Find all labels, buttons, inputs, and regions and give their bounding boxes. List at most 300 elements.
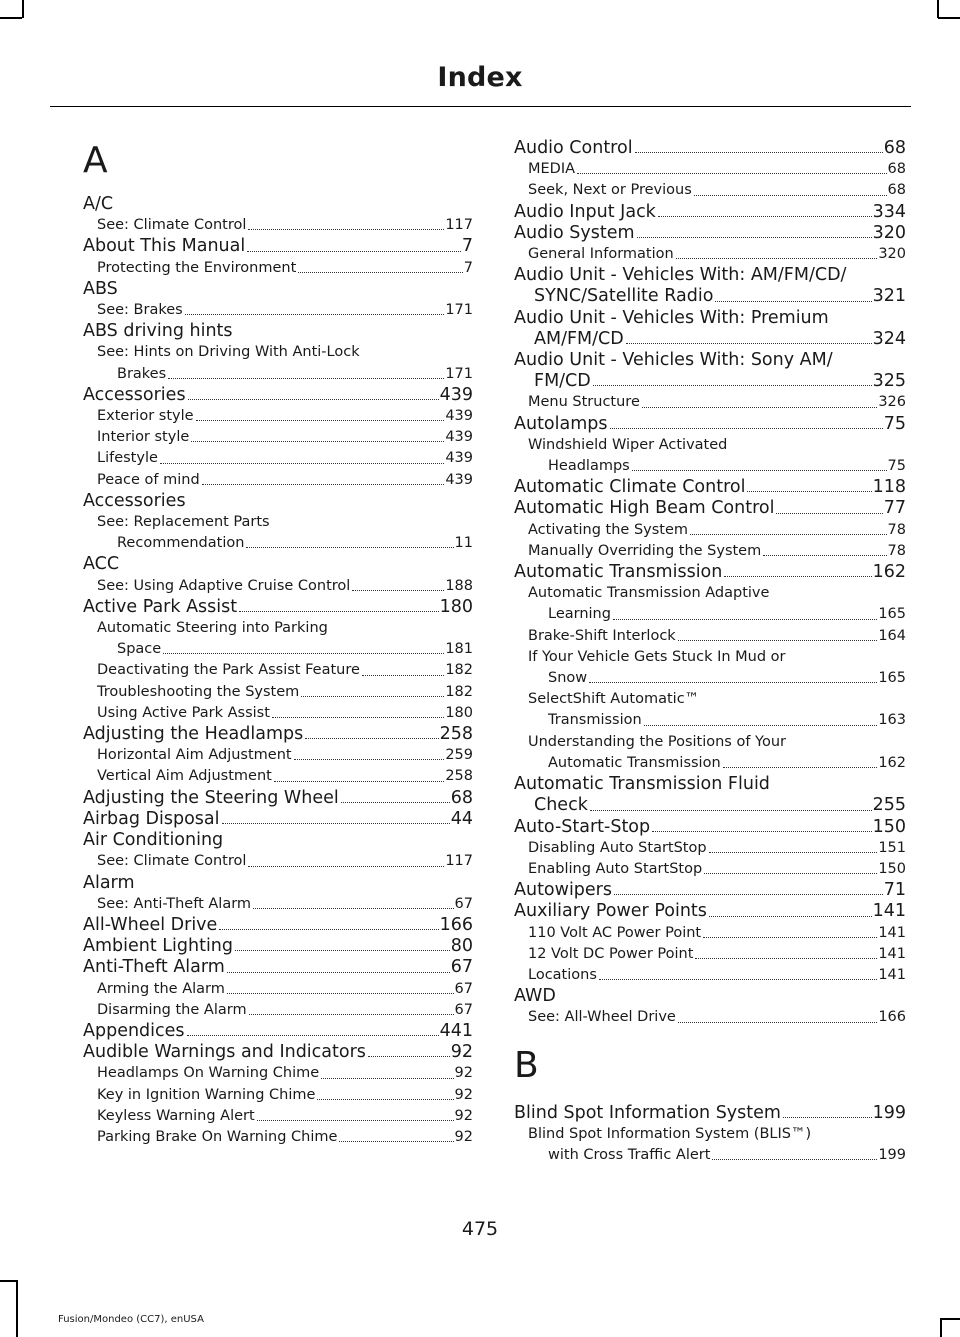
page-ref: 320 xyxy=(878,246,906,263)
page-ref: 141 xyxy=(878,945,906,962)
index-subentry xyxy=(83,576,473,597)
crop-mark xyxy=(0,1280,16,1282)
dot-leader xyxy=(712,1159,877,1160)
entry-text-continued: Automatic Transmission xyxy=(548,754,721,771)
dot-leader xyxy=(776,513,882,514)
page-ref: 150 xyxy=(872,816,906,837)
index-list-right-b xyxy=(514,1103,906,1167)
entry-text-continued: Learning xyxy=(548,606,611,623)
crop-mark xyxy=(22,0,24,18)
page-ref: 141 xyxy=(878,924,906,941)
page-ref: 77 xyxy=(883,498,906,519)
page-ref: 67 xyxy=(454,980,473,997)
entry-text: Audio Input Jack xyxy=(514,201,656,222)
dot-leader xyxy=(274,781,444,782)
dot-leader xyxy=(723,767,878,768)
dot-leader xyxy=(168,378,444,379)
entry-text: 110 Volt AC Power Point xyxy=(528,924,702,941)
page-ref: 151 xyxy=(878,839,906,856)
entry-text: Vertical Aim Adjustment xyxy=(97,768,272,785)
dot-leader xyxy=(191,441,444,442)
page-ref: 67 xyxy=(454,1001,473,1018)
entry-text: Protecting the Environment xyxy=(97,259,297,276)
crop-mark xyxy=(940,1318,960,1320)
page-ref: 165 xyxy=(878,670,906,687)
index-subentry xyxy=(514,520,906,541)
entry-text: Understanding the Positions of Your xyxy=(528,733,787,750)
index-entry xyxy=(514,265,906,307)
index-subentry xyxy=(83,979,473,1000)
index-entry xyxy=(83,321,473,342)
page-ref: 439 xyxy=(439,384,473,405)
page-ref: 325 xyxy=(872,371,906,392)
page-ref: 75 xyxy=(883,413,906,434)
entry-text: Automatic Steering into Parking xyxy=(97,620,328,637)
entry-text: Automatic Transmission Fluid xyxy=(514,774,770,795)
page-ref: 180 xyxy=(445,704,473,721)
dot-leader xyxy=(219,929,438,930)
page-ref: 171 xyxy=(445,365,473,382)
page-ref: 439 xyxy=(445,471,473,488)
title-rule xyxy=(50,106,911,107)
page-ref: 199 xyxy=(872,1102,906,1123)
index-subentry xyxy=(514,732,906,774)
index-subentry xyxy=(83,851,473,872)
page-ref: 162 xyxy=(872,562,906,583)
index-entry xyxy=(514,498,906,519)
entry-text: Automatic Transmission Adaptive xyxy=(528,585,770,602)
index-entry xyxy=(514,562,906,583)
page-ref: 334 xyxy=(872,201,906,222)
index-subentry xyxy=(514,541,906,562)
dot-leader xyxy=(362,675,444,676)
entry-text: Autolamps xyxy=(514,413,608,434)
page-title: Index xyxy=(437,62,523,93)
index-subentry xyxy=(83,618,473,660)
dot-leader xyxy=(703,937,877,938)
index-entry xyxy=(83,957,473,978)
dot-leader xyxy=(678,1022,877,1023)
page-ref: 11 xyxy=(454,535,473,552)
dot-leader xyxy=(589,682,877,683)
page-ref: 7 xyxy=(461,236,473,257)
index-entry xyxy=(83,830,473,851)
dot-leader xyxy=(658,216,872,217)
entry-text: Accessories xyxy=(83,384,186,405)
page-ref: 68 xyxy=(883,138,906,158)
page-ref: 162 xyxy=(878,754,906,771)
entry-text: Accessories xyxy=(83,490,186,511)
dot-leader xyxy=(163,653,444,654)
index-subentry xyxy=(83,703,473,724)
page-ref: 117 xyxy=(445,217,473,234)
index-entry xyxy=(83,724,473,745)
page-ref: 78 xyxy=(887,521,906,538)
crop-mark xyxy=(940,1318,942,1337)
page-ref: 182 xyxy=(445,662,473,679)
dot-leader xyxy=(747,491,871,492)
entry-text: Anti-Theft Alarm xyxy=(83,957,225,978)
entry-text: Seek, Next or Previous xyxy=(528,182,692,199)
dot-leader xyxy=(294,759,445,760)
page-ref: 321 xyxy=(872,286,906,307)
entry-text-continued: SYNC/Satellite Radio xyxy=(534,286,714,307)
entry-text-continued: Check xyxy=(534,795,588,816)
dot-leader xyxy=(635,152,883,153)
section-letter-a: A xyxy=(83,140,108,181)
page-ref: 188 xyxy=(445,577,473,594)
index-subentry xyxy=(514,923,906,944)
index-subentry xyxy=(514,1124,906,1166)
dot-leader xyxy=(704,873,877,874)
page-ref: 258 xyxy=(445,768,473,785)
index-entry xyxy=(514,986,906,1007)
entry-text: Ambient Lighting xyxy=(83,936,234,957)
entry-text: ACC xyxy=(83,554,120,575)
entry-text-continued: FM/CD xyxy=(534,371,591,392)
page-ref: 439 xyxy=(445,450,473,467)
dot-leader xyxy=(695,958,877,959)
index-entry xyxy=(83,597,473,618)
index-entry xyxy=(83,385,473,406)
page-ref: 68 xyxy=(887,182,906,199)
index-subentry xyxy=(514,626,906,647)
index-subentry xyxy=(83,427,473,448)
index-subentry xyxy=(83,448,473,469)
entry-text: Audio Unit - Vehicles With: Sony AM/ xyxy=(514,350,833,371)
dot-leader xyxy=(246,547,453,548)
dot-leader xyxy=(160,463,444,464)
entry-text-continued: Transmission xyxy=(548,712,642,729)
page-ref: 258 xyxy=(439,724,473,745)
entry-text: Active Park Assist xyxy=(83,596,238,617)
entry-text: See: Climate Control xyxy=(97,217,247,234)
index-entry xyxy=(514,1103,906,1124)
index-entry xyxy=(514,774,906,816)
entry-text-continued: Recommendation xyxy=(117,535,245,552)
index-subentry xyxy=(83,1063,473,1084)
dot-leader xyxy=(196,420,445,421)
entry-text: Deactivating the Park Assist Feature xyxy=(97,662,360,679)
entry-text: 12 Volt DC Power Point xyxy=(528,945,694,962)
page-ref: 166 xyxy=(878,1009,906,1026)
page-ref: 78 xyxy=(887,542,906,559)
index-column-right xyxy=(514,138,906,1166)
index-subentry xyxy=(83,1085,473,1106)
entry-text: See: Anti-Theft Alarm xyxy=(97,895,252,912)
index-column-left xyxy=(83,138,473,1148)
dot-leader xyxy=(272,717,444,718)
page-ref: 92 xyxy=(454,1128,473,1145)
entry-text: Headlamps On Warning Chime xyxy=(97,1065,320,1082)
entry-text: Audio Unit - Vehicles With: AM/FM/CD/ xyxy=(514,265,847,286)
page-ref: 181 xyxy=(445,641,473,658)
index-subentry xyxy=(83,682,473,703)
dot-leader xyxy=(305,738,438,739)
dot-leader xyxy=(690,534,887,535)
entry-text: Alarm xyxy=(83,872,135,893)
index-subentry xyxy=(514,689,906,731)
crop-mark xyxy=(938,17,960,19)
index-entry xyxy=(83,788,473,809)
entry-text: Peace of mind xyxy=(97,471,200,488)
dot-leader xyxy=(599,979,877,980)
dot-leader xyxy=(341,802,450,803)
entry-text: Exterior style xyxy=(97,408,194,425)
entry-text: All-Wheel Drive xyxy=(83,914,218,935)
index-entry xyxy=(83,1021,473,1042)
dot-leader xyxy=(590,810,872,811)
index-list-right xyxy=(514,138,906,1029)
dot-leader xyxy=(676,258,878,259)
index-subentry xyxy=(83,406,473,427)
page-ref: 141 xyxy=(872,901,906,922)
entry-text: Audio Unit - Vehicles With: Premium xyxy=(514,307,829,328)
index-subentry xyxy=(83,660,473,681)
index-subentry xyxy=(83,215,473,236)
entry-text: Autowipers xyxy=(514,880,612,901)
page-ref: 7 xyxy=(463,259,473,276)
entry-text: Windshield Wiper Activated xyxy=(528,436,728,453)
entry-text: Automatic High Beam Control xyxy=(514,498,775,519)
entry-text: Audible Warnings and Indicators xyxy=(83,1042,366,1063)
index-entry xyxy=(83,236,473,257)
index-entry xyxy=(514,350,906,392)
index-subentry xyxy=(514,180,906,201)
index-list-left xyxy=(83,194,473,1148)
index-subentry xyxy=(514,1007,906,1028)
index-entry xyxy=(83,194,473,215)
dot-leader xyxy=(187,1035,439,1036)
page-number: 475 xyxy=(461,1218,499,1240)
entry-text: Enabling Auto StartStop xyxy=(528,860,703,877)
entry-text: Audio System xyxy=(514,222,635,243)
index-entry xyxy=(83,873,473,894)
entry-text: AWD xyxy=(514,986,556,1007)
page-ref: 180 xyxy=(439,596,473,617)
index-subentry xyxy=(83,258,473,279)
page-ref: 164 xyxy=(878,627,906,644)
entry-text: Arming the Alarm xyxy=(97,980,225,997)
page-ref: 439 xyxy=(445,408,473,425)
dot-leader xyxy=(257,1120,454,1121)
entry-text: Disabling Auto StartStop xyxy=(528,839,707,856)
entry-text: Audio Control xyxy=(514,138,633,158)
page-ref: 255 xyxy=(872,795,906,816)
index-entry xyxy=(514,138,906,159)
index-entry xyxy=(83,1042,473,1063)
dot-leader xyxy=(235,950,450,951)
entry-text-continued: AM/FM/CD xyxy=(534,328,624,349)
dot-leader xyxy=(642,407,877,408)
index-subentry xyxy=(83,300,473,321)
entry-text: If Your Vehicle Gets Stuck In Mud or xyxy=(528,648,786,665)
index-entry xyxy=(83,915,473,936)
index-entry xyxy=(514,477,906,498)
page-ref: 44 xyxy=(450,808,473,829)
index-subentry xyxy=(514,647,906,689)
footer-model: Fusion/Mondeo (CC7), enUSA xyxy=(58,1314,204,1325)
page-ref: 92 xyxy=(454,1065,473,1082)
dot-leader xyxy=(188,399,439,400)
entry-text-continued: Headlamps xyxy=(548,458,630,475)
entry-text: SelectShift Automatic™ xyxy=(528,691,700,708)
crop-mark xyxy=(16,1280,18,1337)
page-ref: 117 xyxy=(445,853,473,870)
dot-leader xyxy=(715,301,871,302)
index-subentry xyxy=(83,1106,473,1127)
page-ref: 92 xyxy=(454,1107,473,1124)
page-ref: 439 xyxy=(445,429,473,446)
index-entry xyxy=(514,880,906,901)
index-entry xyxy=(514,223,906,244)
entry-text-continued: Space xyxy=(117,641,162,658)
dot-leader xyxy=(239,611,438,612)
index-subentry xyxy=(83,1127,473,1148)
page-ref: 259 xyxy=(445,747,473,764)
dot-leader xyxy=(637,237,872,238)
dot-leader xyxy=(678,640,878,641)
dot-leader xyxy=(783,1117,872,1118)
index-entry xyxy=(514,308,906,350)
entry-text: Interior style xyxy=(97,429,190,446)
entry-text: Locations xyxy=(528,966,597,983)
entry-text: General Information xyxy=(528,246,674,263)
dot-leader xyxy=(724,576,871,577)
entry-text: See: All-Wheel Drive xyxy=(528,1009,676,1026)
index-subentry xyxy=(83,745,473,766)
page-ref: 166 xyxy=(439,914,473,935)
page-ref: 68 xyxy=(450,787,473,808)
index-subentry xyxy=(83,342,473,384)
entry-text: Troubleshooting the System xyxy=(97,683,300,700)
entry-text: Lifestyle xyxy=(97,450,158,467)
page-ref: 67 xyxy=(454,895,473,912)
dot-leader xyxy=(709,852,878,853)
page-ref: 199 xyxy=(878,1146,906,1163)
page-ref: 67 xyxy=(450,957,473,978)
entry-text: Blind Spot Information System (BLIS™) xyxy=(528,1125,812,1142)
entry-text: Auto-Start-Stop xyxy=(514,816,651,837)
page-ref: 92 xyxy=(450,1042,473,1063)
page-ref: 441 xyxy=(439,1020,473,1041)
dot-leader xyxy=(321,1078,453,1079)
page-ref: 182 xyxy=(445,683,473,700)
index-subentry xyxy=(83,470,473,491)
index-entry xyxy=(83,809,473,830)
index-entry xyxy=(514,414,906,435)
entry-text: Brake-Shift Interlock xyxy=(528,627,676,644)
page-ref: 68 xyxy=(887,161,906,178)
dot-leader xyxy=(247,251,461,252)
entry-text: Airbag Disposal xyxy=(83,808,220,829)
page-ref: 165 xyxy=(878,606,906,623)
dot-leader xyxy=(644,725,878,726)
dot-leader xyxy=(593,385,872,386)
dot-leader xyxy=(227,993,454,994)
page-ref: 324 xyxy=(872,328,906,349)
entry-text: Using Active Park Assist xyxy=(97,704,270,721)
page-ref: 141 xyxy=(878,966,906,983)
page-ref: 171 xyxy=(445,302,473,319)
entry-text: Appendices xyxy=(83,1020,185,1041)
dot-leader xyxy=(301,696,444,697)
page-ref: 320 xyxy=(872,222,906,243)
page-ref: 150 xyxy=(878,860,906,877)
entry-text-continued: Brakes xyxy=(117,365,167,382)
entry-text: Adjusting the Headlamps xyxy=(83,724,304,745)
entry-text: See: Hints on Driving With Anti-Lock xyxy=(97,344,360,361)
dot-leader xyxy=(222,823,450,824)
index-subentry xyxy=(514,392,906,413)
entry-text: Auxiliary Power Points xyxy=(514,901,707,922)
crop-mark xyxy=(937,0,939,18)
entry-text: ABS xyxy=(83,278,118,299)
entry-text: MEDIA xyxy=(528,161,576,178)
index-entry xyxy=(83,491,473,512)
dot-leader xyxy=(577,173,887,174)
index-subentry xyxy=(83,894,473,915)
dot-leader xyxy=(352,590,444,591)
dot-leader xyxy=(626,343,872,344)
dot-leader xyxy=(202,484,445,485)
page-ref: 80 xyxy=(450,936,473,957)
index-subentry xyxy=(514,159,906,180)
dot-leader xyxy=(298,272,462,273)
index-subentry xyxy=(514,583,906,625)
entry-text: Automatic Transmission xyxy=(514,562,723,583)
index-subentry xyxy=(83,512,473,554)
entry-text: Keyless Warning Alert xyxy=(97,1107,255,1124)
index-subentry xyxy=(514,244,906,265)
entry-text-continued: with Cross Traffic Alert xyxy=(548,1146,711,1163)
dot-leader xyxy=(339,1141,453,1142)
page-ref: 163 xyxy=(878,712,906,729)
index-subentry xyxy=(514,859,906,880)
page-ref: 71 xyxy=(883,880,906,901)
index-subentry xyxy=(514,965,906,986)
dot-leader xyxy=(614,894,883,895)
dot-leader xyxy=(248,229,444,230)
index-entry xyxy=(514,202,906,223)
dot-leader xyxy=(613,619,877,620)
entry-text: About This Manual xyxy=(83,236,246,257)
page-ref: 92 xyxy=(454,1086,473,1103)
index-subentry xyxy=(514,944,906,965)
entry-text: A/C xyxy=(83,194,114,214)
index-entry xyxy=(83,936,473,957)
page-ref: 326 xyxy=(878,394,906,411)
entry-text: ABS driving hints xyxy=(83,321,233,342)
dot-leader xyxy=(227,972,450,973)
dot-leader xyxy=(709,916,872,917)
page-ref: 75 xyxy=(887,458,906,475)
index-subentry xyxy=(514,435,906,477)
entry-text: Automatic Climate Control xyxy=(514,477,746,498)
dot-leader xyxy=(652,831,871,832)
dot-leader xyxy=(632,470,887,471)
entry-text: Manually Overriding the System xyxy=(528,542,762,559)
entry-text: Parking Brake On Warning Chime xyxy=(97,1128,338,1145)
entry-text: See: Climate Control xyxy=(97,853,247,870)
dot-leader xyxy=(253,908,454,909)
entry-text: Menu Structure xyxy=(528,394,640,411)
entry-text: Horizontal Aim Adjustment xyxy=(97,747,292,764)
index-entry xyxy=(514,817,906,838)
entry-text: See: Brakes xyxy=(97,302,183,319)
index-subentry xyxy=(514,838,906,859)
index-entry xyxy=(83,554,473,575)
